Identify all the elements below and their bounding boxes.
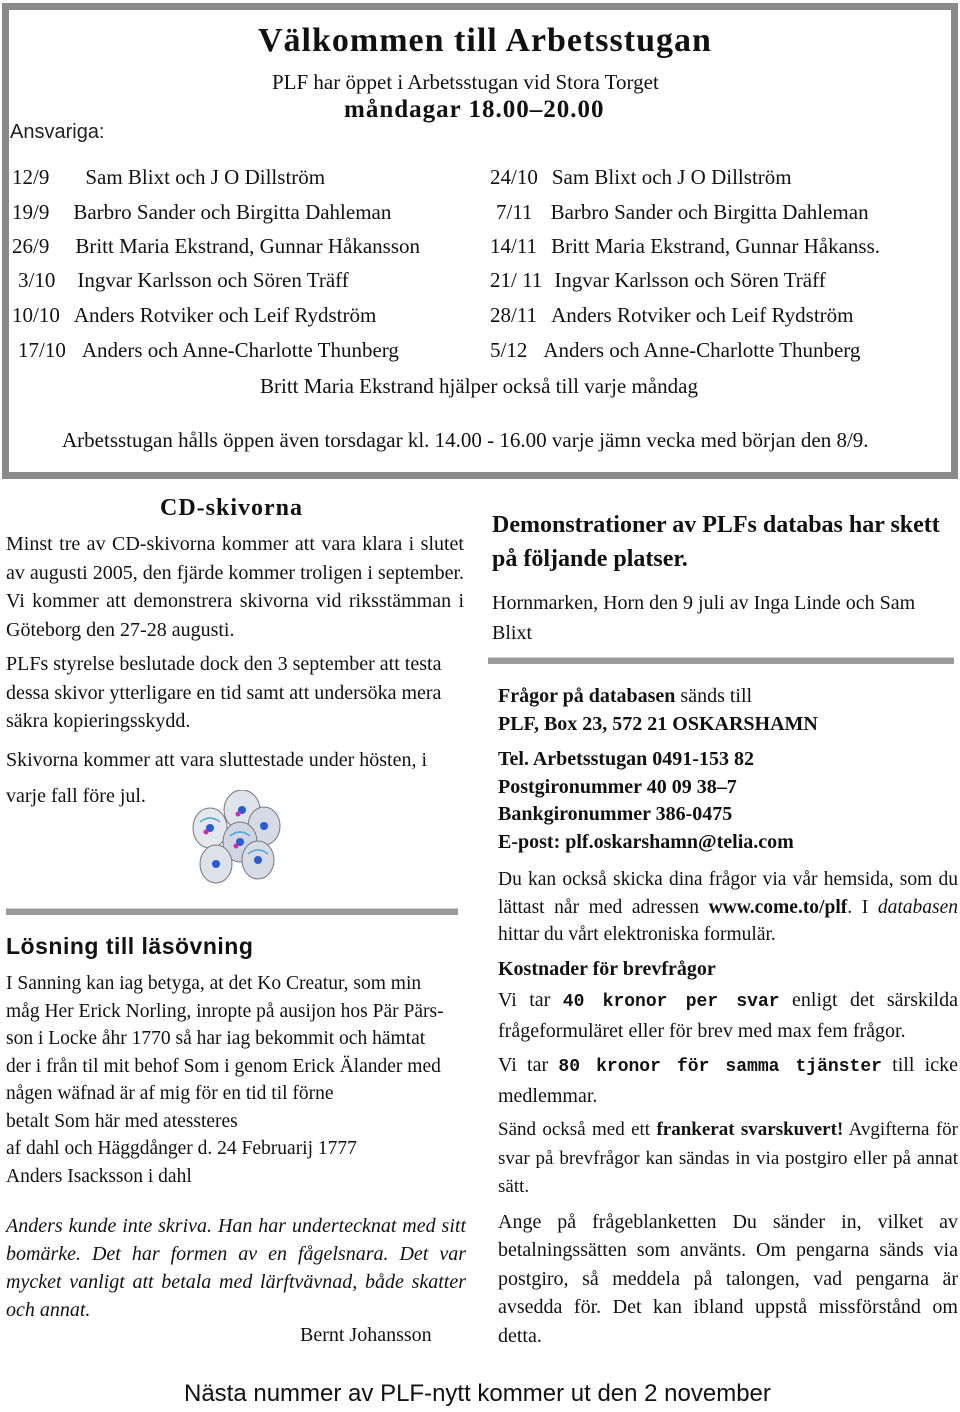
schedule-names: Britt Maria Ekstrand, Gunnar Håkanss. — [551, 234, 880, 258]
cost-text: Vi tar — [498, 989, 563, 1011]
schedule-date: 12/9 — [12, 165, 50, 189]
opening-hours: måndagar 18.00–20.00 — [344, 96, 605, 123]
schedule-names: Ingvar Karlsson och Sören Träff — [554, 268, 826, 292]
schedule-date: 14/11 — [490, 234, 538, 258]
schedule-names: Barbro Sander och Birgitta Dahleman — [73, 200, 392, 224]
cost-price: 80 kronor för samma tjänster — [558, 1057, 882, 1077]
cost-title: Kostnader för brevfrågor — [498, 958, 716, 980]
schedule-date: 10/10 — [12, 303, 60, 327]
responsible-label: Ansvariga: — [10, 121, 105, 143]
cost-price: 40 kronor per svar — [562, 992, 780, 1012]
schedule-names: Anders Rotviker och Leif Rydström — [551, 303, 854, 327]
web-text: Du kan också skicka dina frågor via vår hemsida, som du lättast når med adressen — [498, 869, 958, 918]
cd-section-body — [6, 530, 464, 820]
schedule-row — [490, 165, 792, 190]
transcription-line: son i Locke åhr 1770 så har iag bekommit och hämtat — [6, 1028, 426, 1049]
footer-note: Nästa nummer av PLF-nytt kommer ut den 2 november — [184, 1380, 771, 1407]
schedule-date: 17/10 — [18, 338, 66, 362]
transcription-line: någen wäfnad är af mig för en tid til förne — [6, 1083, 334, 1104]
schedule-row — [496, 200, 869, 225]
transcription-line: I Sanning kan iag betyga, at det Ko Creatur, som min — [6, 973, 422, 994]
losning-comment: Anders kunde inte skriva. Han har undertecknat med sitt bomärke. Det har formen av en fågelsnara. Det var mycket vanligt att betala med lärftvävnad, både skatter och annat. — [6, 1215, 466, 1321]
cd-paragraph: PLFs styrelse beslutade dock den 3 september att testa dessa skivor ytterligare en tid samt att undersöka mera säkra kopieringsskydd. — [6, 653, 442, 732]
cost-text: till icke medlemmar. — [498, 1054, 958, 1107]
schedule-date: 3/10 — [18, 268, 56, 292]
losning-title: Lösning till läsövning — [6, 933, 254, 959]
web-paragraph — [498, 866, 958, 949]
schedule-row — [12, 234, 420, 259]
schedule-row — [18, 268, 349, 293]
schedule-row — [490, 338, 860, 363]
transcription-line: af dahl och Häggdånger d. 24 Februarij 1777 — [6, 1138, 357, 1159]
section-divider — [488, 657, 954, 664]
postal-address: PLF, Box 23, 572 21 OSKARSHAMN — [498, 713, 818, 735]
transcription-line: der i från til mit behof Som i genom Erick Älander med — [6, 1055, 441, 1077]
schedule-date: 24/10 — [490, 165, 538, 189]
schedule-row — [12, 165, 325, 190]
schedule-row — [490, 234, 880, 259]
cost-paragraph: Ange på frågeblanketten Du sänder in, vilket av betalningssätten som använts. Om pengarna sänds via postgiro, så meddela på talongen, vad pengarna är avsedda för. Det kan ibland uppstå missförstånd om detta. — [498, 1210, 958, 1347]
schedule-row — [12, 200, 391, 225]
transcription-line: måg Her Erick Norling, inropte på ausijon hos Pär Pärs- — [6, 1000, 444, 1022]
schedule-date: 21/ 11 — [490, 268, 543, 292]
cd-paragraph: Skivorna kommer att vara sluttestade under hösten, i varje fall före jul. — [6, 748, 428, 807]
questions-block — [498, 682, 958, 738]
cost-emphasis: frankerat svarskuvert! — [656, 1119, 844, 1140]
website-link[interactable]: www.come.to/plf — [708, 896, 848, 918]
cd-section-title: CD-skivorna — [160, 495, 304, 521]
page-title: Välkommen till Arbetsstugan — [258, 22, 712, 59]
bankgiro: Bankgironummer 386-0475 — [498, 803, 733, 825]
schedule-names: Anders och Anne-Charlotte Thunberg — [543, 338, 861, 362]
cost-paragraph — [498, 1116, 958, 1202]
questions-rest: sänds till — [675, 685, 753, 707]
cd-discs-illustration — [180, 790, 290, 890]
web-italic: databasen — [877, 896, 958, 918]
questions-lead: Frågor på databasen — [498, 685, 676, 707]
demo-title: Demonstrationer av PLFs databas har skett på följande platser. — [492, 512, 940, 572]
schedule-row — [12, 303, 376, 328]
demo-text: Hornmarken, Horn den 9 juli av Inga Linde och Sam Blixt — [492, 592, 916, 644]
schedule-names: Anders Rotviker och Leif Rydström — [73, 303, 377, 327]
subtitle: PLF har öppet i Arbetsstugan vid Stora Torget — [272, 70, 659, 94]
schedule-names: Britt Maria Ekstrand, Gunnar Håkansson — [75, 234, 421, 258]
losning-transcription — [6, 970, 466, 1190]
postgiro: Postgironummer 40 09 38–7 — [498, 775, 737, 798]
cost-text: Vi tar — [498, 1054, 559, 1076]
cost-text: Avgifterna för svar på brevfrågor kan sändas in via postgiro eller på annat sätt. — [498, 1119, 959, 1197]
cost-body — [498, 986, 958, 1356]
schedule-names: Ingvar Karlsson och Sören Träff — [77, 268, 349, 292]
cost-text: Sänd också med ett — [498, 1119, 657, 1140]
transcription-line: Anders Isacksson i dahl — [6, 1165, 192, 1187]
schedule-date: 7/11 — [496, 200, 533, 224]
schedule-names: Barbro Sander och Birgitta Dahleman — [550, 200, 869, 224]
transcription-line: betalt Som här med atessteres — [6, 1110, 238, 1132]
schedule-names: Sam Blixt och J O Dillström — [85, 165, 326, 189]
web-text: . I — [847, 896, 878, 918]
helper-note: Britt Maria Ekstrand hjälper också till varje måndag — [260, 374, 698, 398]
cost-paragraph — [498, 1051, 958, 1110]
author-signature: Bernt Johansson — [300, 1324, 432, 1346]
cost-text: enligt det särskilda frågeformuläret eller för brev med max fem frågor. — [498, 989, 958, 1042]
schedule-names: Anders och Anne-Charlotte Thunberg — [81, 338, 399, 362]
schedule-date: 26/9 — [12, 234, 50, 258]
web-text: hittar du vårt elektroniska formulär. — [498, 924, 776, 945]
schedule-date: 5/12 — [490, 338, 528, 362]
cost-paragraph — [498, 986, 958, 1045]
cd-paragraph: Minst tre av CD-skivorna kommer att vara klara i slutet av augusti 2005, den fjärde kommer troligen i september. Vi kommer att demonstrera skivorna vid riksstämman i Göteborg den 27-28 augusti. — [6, 533, 464, 641]
thursday-note: Arbetsstugan hålls öppen även torsdagar kl. 14.00 - 16.00 varje jämn vecka med början den 8/9. — [62, 428, 869, 452]
schedule-names: Sam Blixt och J O Dillström — [551, 165, 792, 189]
schedule-date: 19/9 — [12, 200, 50, 224]
schedule-date: 28/11 — [490, 303, 538, 327]
schedule-row — [490, 268, 826, 293]
contact-block — [498, 746, 958, 856]
schedule-row — [490, 303, 854, 328]
section-divider — [6, 908, 458, 915]
email: E-post: plf.oskarshamn@telia.com — [498, 830, 794, 853]
schedule-row — [18, 338, 399, 363]
phone: Tel. Arbetsstugan 0491-153 82 — [498, 748, 754, 770]
